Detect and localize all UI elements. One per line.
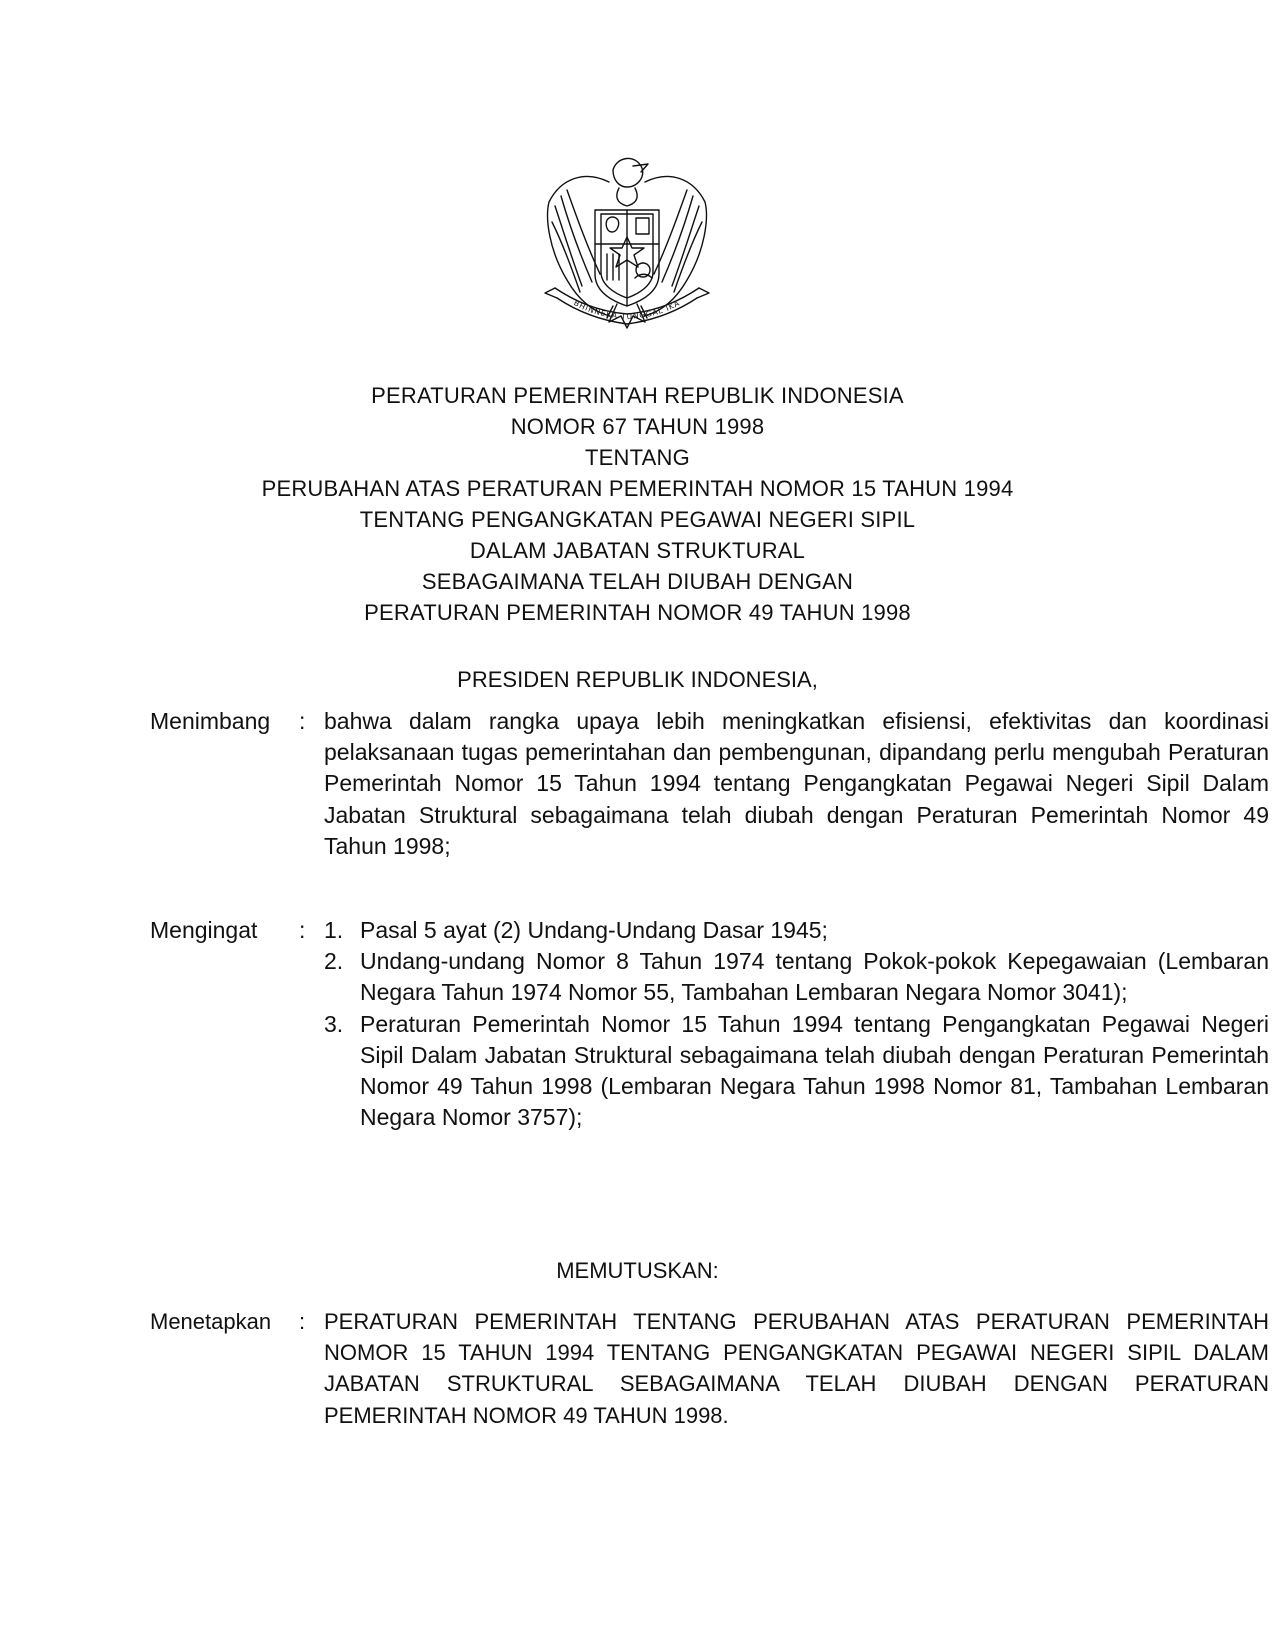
document-title-block <box>150 380 1125 628</box>
mengingat-item <box>324 946 1269 1008</box>
title-line-2: NOMOR 67 TAHUN 1998 <box>510 414 765 439</box>
mengingat-list <box>324 915 1269 1133</box>
mengingat-section <box>150 915 1269 1207</box>
menetapkan-label: Menetapkan <box>150 1309 272 1334</box>
menimbang-section <box>150 706 1269 896</box>
mengingat-item-text: Peraturan Pemerintah Nomor 15 Tahun 1994 tentang Pengangkatan Pegawai Negeri Sipil Dalam Jabatan Struktural sebagaimana telah diubah dengan Peraturan Pemerintah Nomor 49 Tahun 1998 (Lembaran Negara Tahun 1998 Nomor 81, Tambahan Lembaran Negara Nomor 3757); <box>360 1010 1269 1131</box>
menetapkan-colon: : <box>299 1309 306 1334</box>
menimbang-colon: : <box>299 708 306 734</box>
title-line-6: DALAM JABATAN STRUKTURAL <box>469 538 806 563</box>
title-line-8: PERATURAN PEMERINTAH NOMOR 49 TAHUN 1998 <box>364 600 911 625</box>
mengingat-item-number: 2. <box>324 948 344 975</box>
menetapkan-section <box>150 1306 1269 1466</box>
title-line-5: TENTANG PENGANGKATAN PEGAWAI NEGERI SIPIL <box>359 507 916 532</box>
mengingat-item-text: Undang-undang Nomor 8 Tahun 1974 tentang Pokok-pokok Kepegawaian (Lembaran Negara Tahun 1974 Nomor 55, Tambahan Lembaran Negara Nomor 3041); <box>360 948 1269 1006</box>
title-line-1: PERATURAN PEMERINTAH REPUBLIK INDONESIA <box>371 383 904 408</box>
mengingat-item <box>324 1009 1269 1134</box>
memutuskan-heading: MEMUTUSKAN: <box>556 1258 719 1283</box>
mengingat-item-text: Pasal 5 ayat (2) Undang-Undang Dasar 1945; <box>360 917 828 943</box>
emblem-motto: BHINNEKA TUNGGAL IKA <box>572 298 682 322</box>
menimbang-text: bahwa dalam rangka upaya lebih meningkatkan efisiensi, efektivitas dan koordinasi pelaksanaan tugas pemerintahan dan pembengunan, dipandang perlu mengubah Peraturan Pemerintah Nomor 15 Tahun 1994 tentang Pengangkatan Pegawai Negeri Sipil Dalam Jabatan Struktural sebagaimana telah diubah dengan Peraturan Pemerintah Nomor 49 Tahun 1998; <box>324 708 1269 859</box>
mengingat-item-number: 3. <box>324 1010 344 1037</box>
title-line-4: PERUBAHAN ATAS PERATURAN PEMERINTAH NOMOR 15 TAHUN 1994 <box>261 476 1014 501</box>
mengingat-item <box>324 915 1269 946</box>
menimbang-label: Menimbang <box>150 708 271 734</box>
garuda-emblem-icon <box>537 148 717 338</box>
title-line-3: TENTANG <box>585 445 690 470</box>
mengingat-label: Mengingat <box>150 917 258 943</box>
mengingat-colon: : <box>299 917 306 943</box>
title-line-7: SEBAGAIMANA TELAH DIUBAH DENGAN <box>421 569 854 594</box>
mengingat-item-number: 1. <box>324 917 344 943</box>
menetapkan-text: PERATURAN PEMERINTAH TENTANG PERUBAHAN ATAS PERATURAN PEMERINTAH NOMOR 15 TAHUN 1994 TENTANG PENGANGKATAN PEGAWAI NEGERI SIPIL DALAM JABATAN STRUKTURAL SEBAGAIMANA TELAH DIUBAH DENGAN PERATURAN PEMERINTAH NOMOR 49 TAHUN 1998. <box>324 1309 1269 1428</box>
president-heading: PRESIDEN REPUBLIK INDONESIA, <box>457 667 818 692</box>
